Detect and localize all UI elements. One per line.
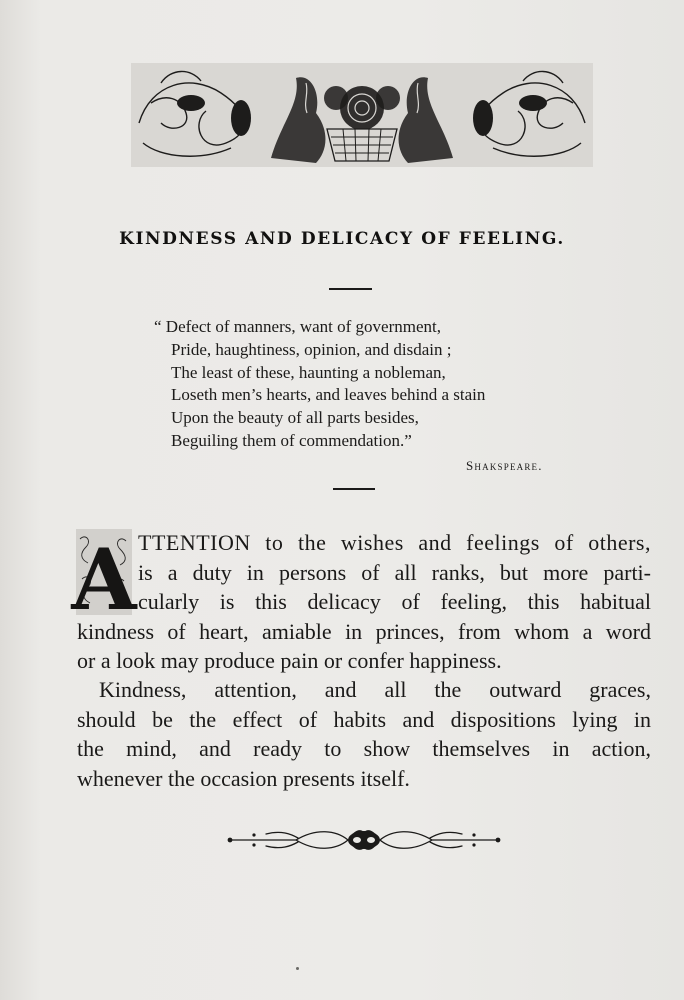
epigraph-line: The least of these, haunting a nobleman, xyxy=(171,362,446,382)
paragraph-1 xyxy=(77,528,651,676)
paragraph-2-line: should be the effect of habits and dispositions lying in xyxy=(77,706,651,732)
paragraph-1-line: TTENTION to the wishes and feelings of others, xyxy=(138,530,651,555)
epigraph-line: Pride, haughtiness, opinion, and disdain ; xyxy=(171,339,452,359)
epigraph-attribution: Shakspeare. xyxy=(466,458,543,473)
epigraph-poem xyxy=(154,316,594,453)
paragraph-2-line: the mind, and ready to show themselves in action, xyxy=(77,736,651,762)
paragraph-2 xyxy=(77,675,651,793)
floral-headpiece-ornament xyxy=(131,63,593,167)
divider-rule-bottom xyxy=(333,488,375,490)
paragraph-2-line: Kindness, attention, and all the outward graces, xyxy=(99,677,651,702)
page-speck xyxy=(296,967,299,970)
epigraph-line: Upon the beauty of all parts besides, xyxy=(171,408,419,428)
paragraph-2-line: whenever the occasion presents itself. xyxy=(77,765,410,791)
paragraph-1-line: kindness of heart, amiable in princes, from whom a word xyxy=(77,618,651,644)
divider-rule-top xyxy=(329,288,372,290)
paragraph-1-line: or a look may produce pain or confer happiness. xyxy=(77,648,502,674)
epigraph-line: Loseth men’s hearts, and leaves behind a stain xyxy=(171,385,486,405)
epigraph-line: “ Defect of manners, want of government, xyxy=(154,317,441,336)
paragraph-1-line: is a duty in persons of all ranks, but more parti- xyxy=(138,559,651,585)
paragraph-1-line: cularly is this delicacy of feeling, this habitual xyxy=(138,589,651,615)
epigraph-line: Beguiling them of commendation.” xyxy=(171,430,412,450)
scroll-tailpiece-ornament xyxy=(226,824,502,856)
page-title: KINDNESS AND DELICACY OF FEELING. xyxy=(119,229,565,249)
drop-cap-letter: A xyxy=(71,530,137,629)
